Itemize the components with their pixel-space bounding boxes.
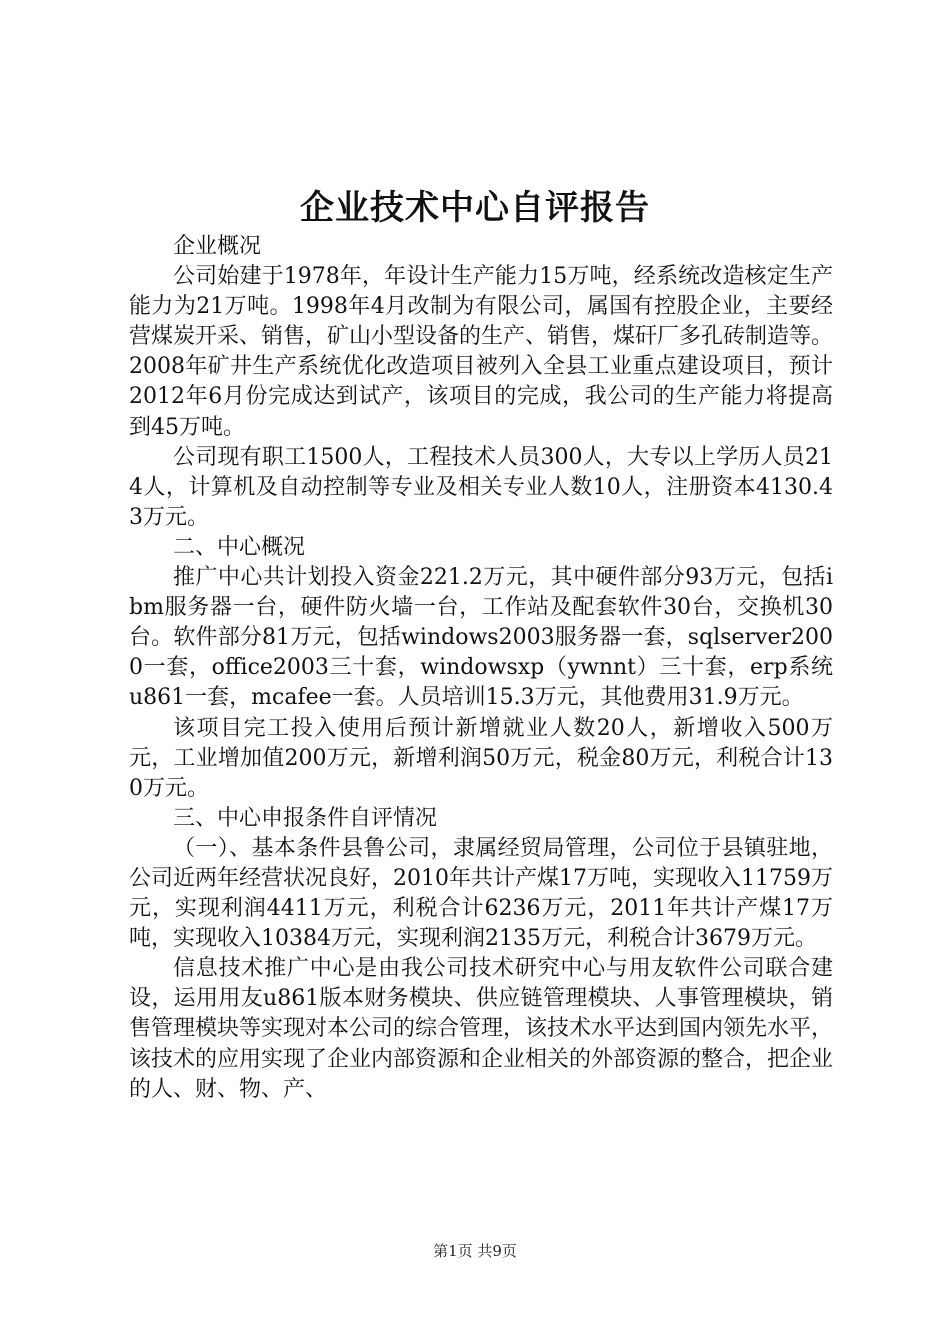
paragraph-benefits: 该项目完工投入使用后预计新增就业人数20人，新增收入500万元，工业增加值200万元，新增利润50万元，税金80万元，利税合计130万元。 (129, 715, 833, 801)
paragraph-company-history: 公司始建于1978年，年设计生产能力15万吨，经系统改造核定生产能力为21万吨。1998年4月改制为有限公司，属国有控股企业，主要经营煤炭开采、销售，矿山小型设备的生产、销售，煤矸厂多孔砖制造等。2008年矿井生产系统优化改造项目被列入全县工业重点建设项目，预计2012年6月份完成达到试产，该项目的完成，我公司的生产能力将提高到45万吨。 (129, 264, 834, 440)
paragraph-basic-conditions: （一）、基本条件县鲁公司，隶属经贸局管理，公司位于县镇驻地，公司近两年经营状况良好，2010年共计产煤17万吨，实现收入11759万元，实现利润4411万元，利税合计6236万元，2011年共计产煤17万吨，实现收入10384万元，实现利润2135万元，利税合计3679万元。 (129, 835, 833, 952)
section-heading-overview: 企业概况 (173, 234, 262, 259)
paragraph-investment: 推广中心共计划投入资金221.2万元，其中硬件部分93万元，包括ibm服务器一台，硬件防火墙一台，工作站及配套软件30台，交换机30台。软件部分81万元，包括windows2003服务器一套，sqlserver2000一套，office2003三十套，windowsxp（ywnnt）三十套，erp系统u861一套，mcafee一套。人员培训15.3万元，其他费用31.9万元。 (129, 565, 833, 711)
document-title: 企业技术中心自评报告 (300, 188, 650, 228)
page-footer: 第1页 共9页 (433, 1242, 517, 1260)
paragraph-staff: 公司现有职工1500人，工程技术人员300人，大专以上学历人员214人，计算机及自动控制等专业及相关专业人数10人，注册资本4130.43万元。 (129, 444, 833, 530)
section-heading-self-evaluation: 三、中心申报条件自评情况 (173, 805, 438, 831)
section-heading-center: 二、中心概况 (173, 534, 306, 560)
document-body (129, 232, 833, 1105)
paragraph-it-center: 信息技术推广中心是由我公司技术研究中心与用友软件公司联合建设，运用用友u861版本财务模块、供应链管理模块、人事管理模块，销售管理模块等实现对本公司的综合管理，该技术水平达到国内领先水平，该技术的应用实现了企业内部资源和企业相关的外部资源的整合，把企业的人、财、物、产、 (129, 956, 834, 1102)
